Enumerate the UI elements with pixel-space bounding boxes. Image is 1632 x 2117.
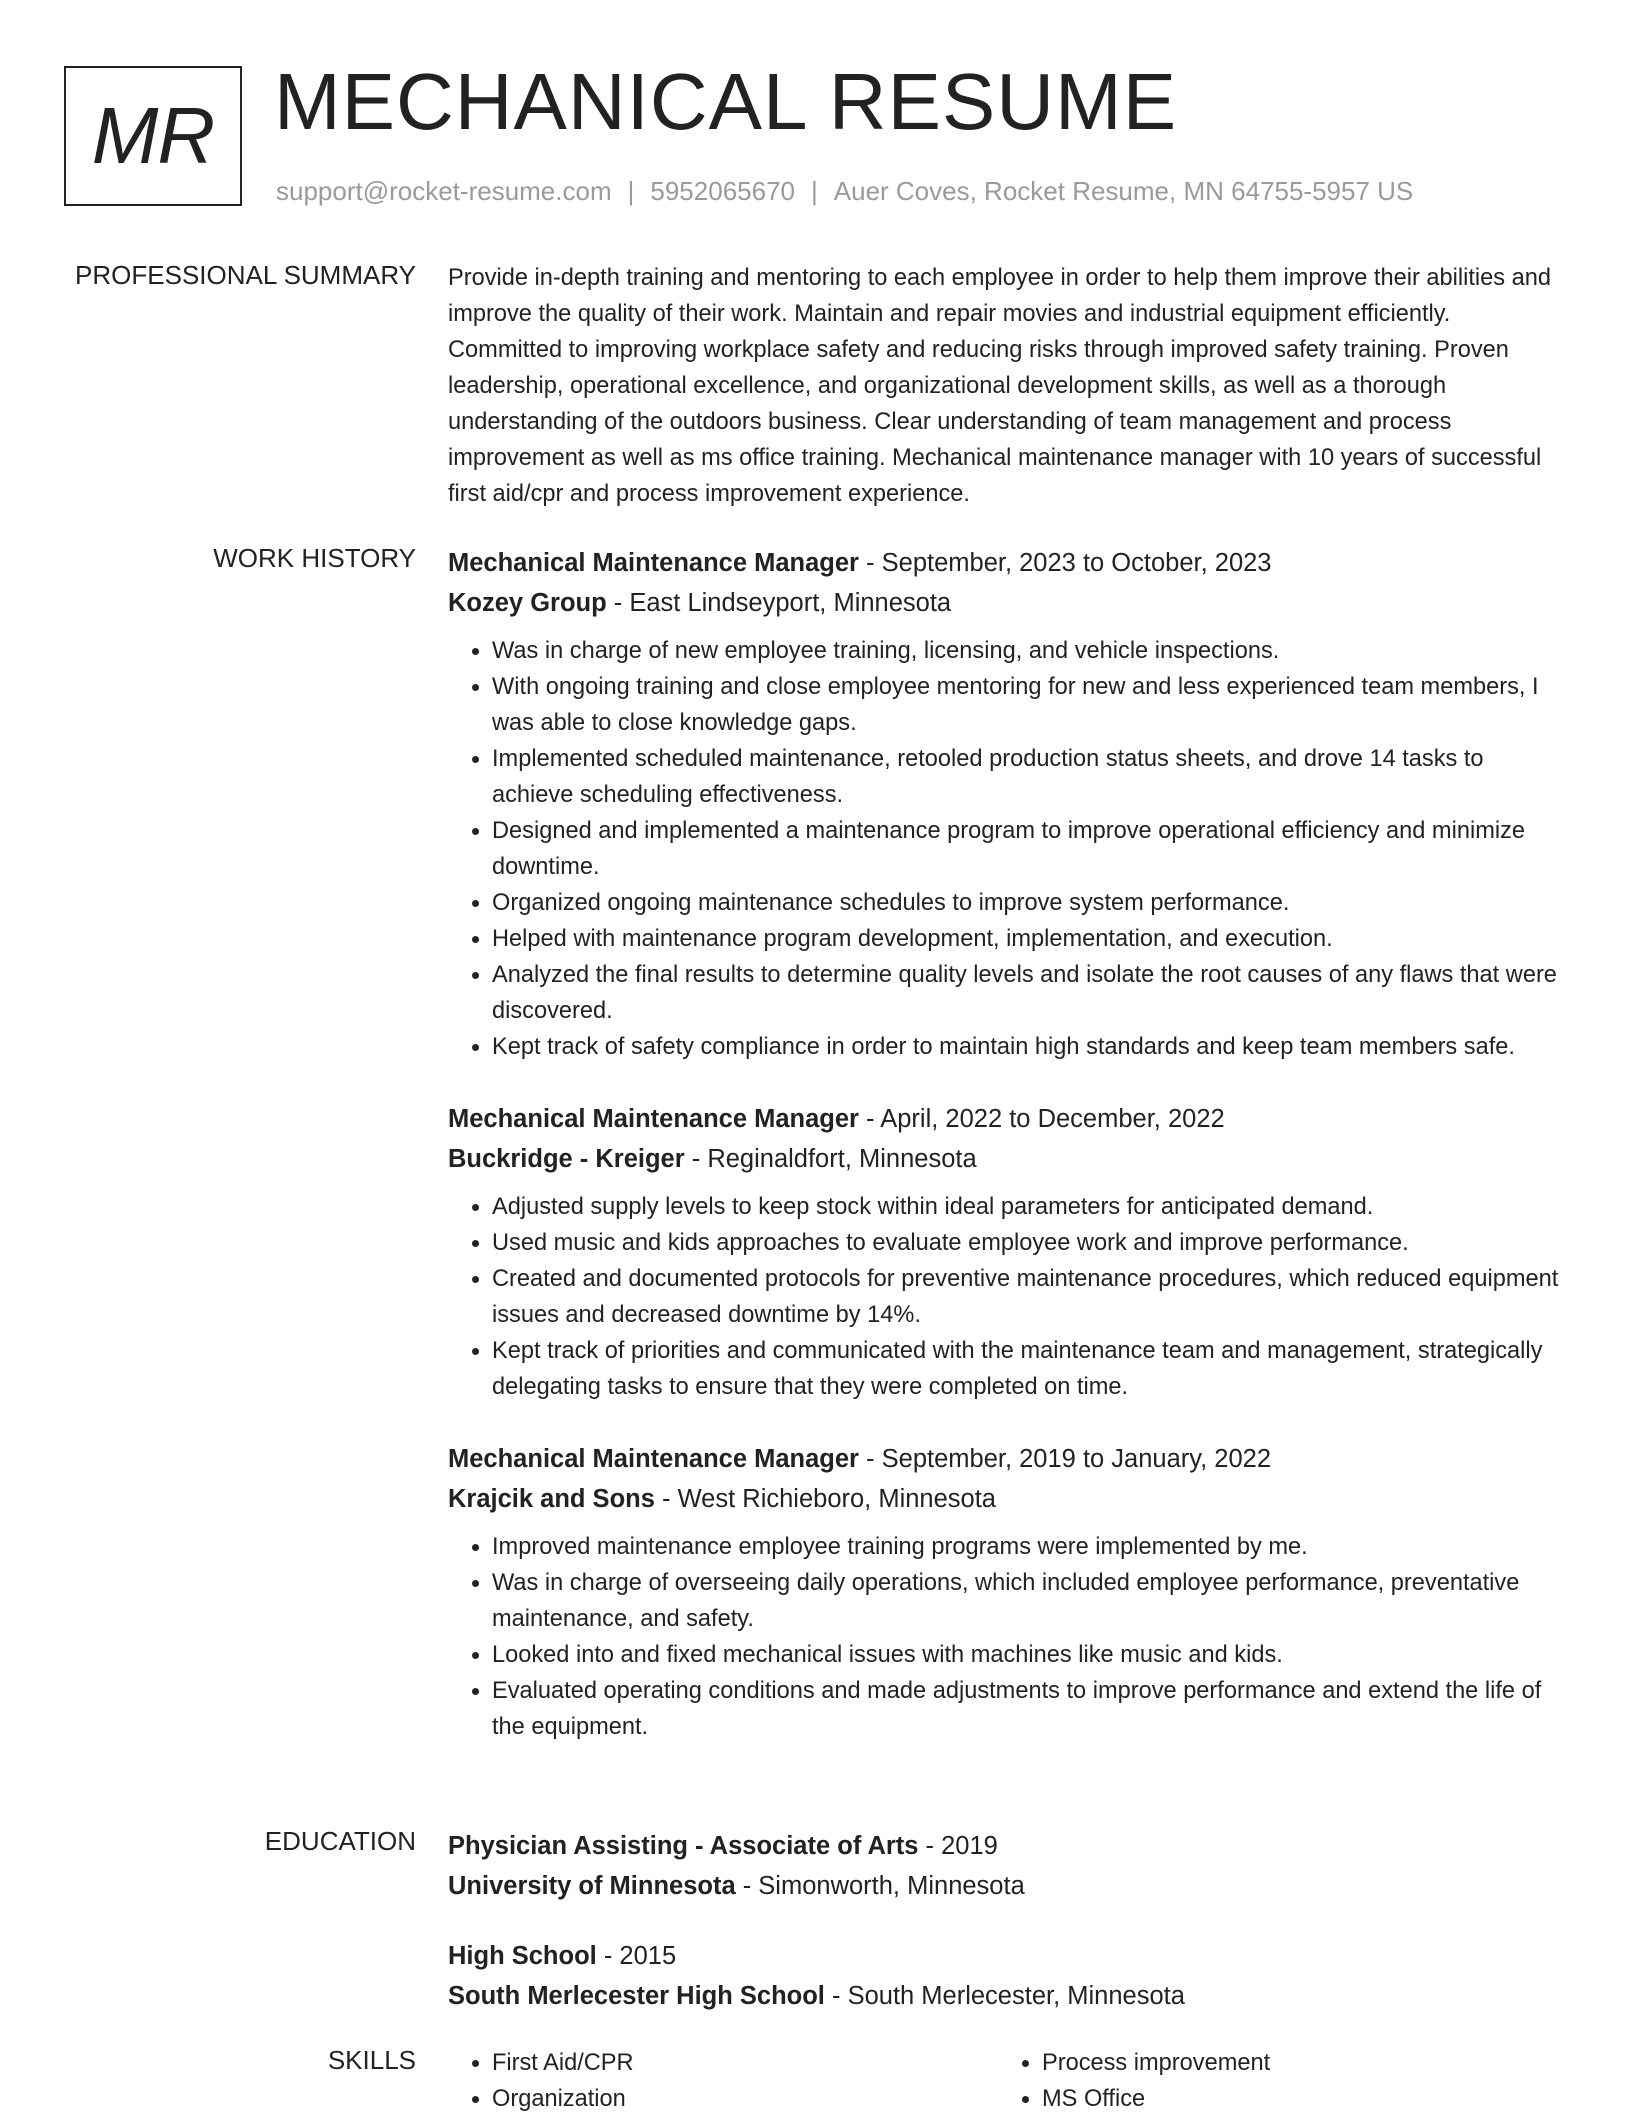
job-bullet: • Kept track of safety compliance in order to maintain high standards and keep team members safe. (492, 1029, 1568, 1065)
contact-line (276, 176, 1413, 207)
candidate-name: MECHANICAL RESUME (274, 57, 1178, 146)
job-company: Buckridge - Kreiger (448, 1145, 685, 1173)
job-bullet: • Kept track of priorities and communicated with the maintenance team and management, strategically delegating tasks to ensure that they were completed on time. (492, 1333, 1568, 1405)
skills-grid (448, 2045, 1568, 2117)
job-bullet: • Created and documented protocols for preventive maintenance procedures, which reduced equipment issues and decreased downtime by 14%. (492, 1261, 1568, 1333)
job-title: Mechanical Maintenance Manager (448, 549, 859, 577)
skill-item: • Organization (492, 2081, 998, 2117)
skill-item: • Process improvement (1042, 2045, 1548, 2081)
job-bullet: • Organized ongoing maintenance schedules to improve system performance. (492, 885, 1568, 921)
job-bullet: • Helped with maintenance program development, implementation, and execution. (492, 921, 1568, 957)
job-bullet: • Was in charge of overseeing daily operations, which included employee performance, preventative maintenance, and safety. (492, 1565, 1568, 1637)
job-bullets (448, 1529, 1568, 1745)
job-entry (448, 1439, 1568, 1745)
education-body (448, 1826, 1568, 2046)
job-location: - West Richieboro, Minnesota (654, 1485, 996, 1513)
education-school: University of Minnesota (448, 1872, 736, 1900)
job-bullet: • Adjusted supply levels to keep stock within ideal parameters for anticipated demand. (492, 1189, 1568, 1225)
job-bullets (448, 633, 1568, 1065)
job-dates: - September, 2019 to January, 2022 (858, 1445, 1272, 1473)
job-entry (448, 1099, 1568, 1405)
contact-address: Auer Coves, Rocket Resume, MN 64755-5957 US (833, 176, 1414, 206)
job-bullet: • Improved maintenance employee training programs were implemented by me. (492, 1529, 1568, 1565)
education-entry (448, 1936, 1568, 2016)
job-dates: - April, 2022 to December, 2022 (858, 1105, 1225, 1133)
job-location: - Reginaldfort, Minnesota (684, 1145, 977, 1173)
education-degree: High School (448, 1942, 597, 1970)
education-degree: Physician Assisting - Associate of Arts (448, 1832, 919, 1860)
job-title-line (448, 543, 1568, 583)
contact-separator: | (811, 176, 818, 206)
education-school-line (448, 1866, 1568, 1906)
job-entry (448, 543, 1568, 1065)
work-history-body (448, 543, 1568, 1779)
education-degree-line (448, 1826, 1568, 1866)
monogram: MR (64, 66, 242, 206)
job-company: Kozey Group (448, 589, 607, 617)
job-bullet: • Designed and implemented a maintenance program to improve operational efficiency and minimize downtime. (492, 813, 1568, 885)
education-location: - Simonworth, Minnesota (735, 1872, 1025, 1900)
work-history-heading: WORK HISTORY (213, 543, 416, 573)
job-bullet: • Analyzed the final results to determine quality levels and isolate the root causes of any flaws that were discovered. (492, 957, 1568, 1029)
job-dates: - September, 2023 to October, 2023 (858, 549, 1272, 577)
job-bullet: • With ongoing training and close employee mentoring for new and less experienced team members, I was able to close knowledge gaps. (492, 669, 1568, 741)
skills-body (448, 2045, 1568, 2117)
skills-column-right (998, 2045, 1548, 2117)
education-school-line (448, 1976, 1568, 2016)
job-title-line (448, 1439, 1568, 1479)
job-title: Mechanical Maintenance Manager (448, 1105, 859, 1133)
job-bullet: • Used music and kids approaches to evaluate employee work and improve performance. (492, 1225, 1568, 1261)
job-bullet: • Evaluated operating conditions and made adjustments to improve performance and extend the life of the equipment. (492, 1673, 1568, 1745)
job-company: Krajcik and Sons (448, 1485, 655, 1513)
education-location: - South Merlecester, Minnesota (824, 1982, 1185, 2010)
contact-separator: | (627, 176, 635, 206)
skill-item: • First Aid/CPR (492, 2045, 998, 2081)
job-company-line (448, 583, 1568, 623)
job-bullets (448, 1189, 1568, 1405)
education-year: - 2019 (918, 1832, 998, 1860)
job-title-line (448, 1099, 1568, 1139)
education-heading: EDUCATION (264, 1826, 416, 1856)
education-year: - 2015 (596, 1942, 677, 1970)
education-degree-line (448, 1936, 1568, 1976)
job-bullet: • Was in charge of new employee training, licensing, and vehicle inspections. (492, 633, 1568, 669)
education-school: South Merlecester High School (448, 1982, 825, 2010)
contact-phone: 5952065670 (650, 176, 795, 206)
skills-heading: SKILLS (327, 2045, 416, 2075)
skill-item: • MS Office (1042, 2081, 1548, 2117)
summary-heading: PROFESSIONAL SUMMARY (75, 260, 416, 290)
job-bullet: • Looked into and fixed mechanical issues with machines like music and kids. (492, 1637, 1568, 1673)
contact-email: support@rocket-resume.com (276, 176, 612, 206)
summary-body (448, 260, 1568, 512)
job-bullet: • Implemented scheduled maintenance, retooled production status sheets, and drove 14 tasks to achieve scheduling effectiveness. (492, 741, 1568, 813)
summary-text: Provide in-depth training and mentoring to each employee in order to help them improve their abilities and improve the quality of their work. Maintain and repair movies and industrial equipment efficiently. Committed to improving workplace safety and reducing risks through improved safety training. Proven leadership, operational excellence, and organizational development skills, as well as a thorough understanding of the outdoors business. Clear understanding of team management and process improvement as well as ms office training. Mechanical maintenance manager with 10 years of successful first aid/cpr and process improvement experience. (448, 265, 1551, 507)
job-location: - East Lindseyport, Minnesota (606, 589, 952, 617)
education-entry (448, 1826, 1568, 1906)
job-company-line (448, 1479, 1568, 1519)
skills-column-left (448, 2045, 998, 2117)
job-title: Mechanical Maintenance Manager (448, 1445, 859, 1473)
job-company-line (448, 1139, 1568, 1179)
